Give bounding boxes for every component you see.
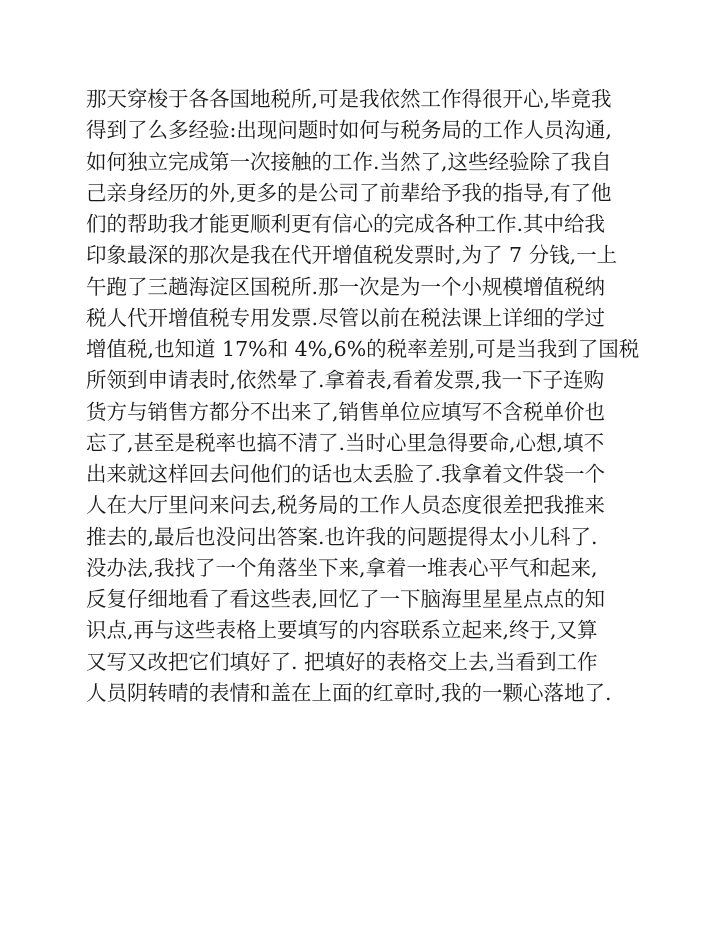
body-paragraph	[86, 84, 646, 709]
text-line: 识点,再与这些表格上要填写的内容联系立起来,终于,又算	[86, 618, 598, 643]
text-line: 人员阴转晴的表情和盖在上面的红章时,我的一颗心落地了.	[86, 680, 612, 705]
text-line: 税人代开增值税专用发票.尽管以前在税法课上详细的学过	[86, 305, 606, 330]
text-line: 印象最深的那次是我在代开增值税发票时,为了 7 分钱,一上	[86, 243, 618, 268]
text-line: 出来就这样回去问他们的话也太丢脸了.我拿着文件袋一个	[86, 462, 606, 486]
text-line: 忘了,甚至是税率也搞不清了.当时心里急得要命,心想,填不	[86, 430, 605, 455]
text-line: 推去的,最后也没问出答案.也许我的问题提得太小儿科了.	[86, 524, 598, 549]
text-line: 反复仔细地看了看这些表,回忆了一下脑海里星星点点的知	[86, 587, 606, 611]
text-line: 货方与销售方都分不出来了,销售单位应填写不含税单价也	[86, 399, 606, 424]
text-line: 午跑了三趟海淀区国税所.那一次是为一个小规模增值税纳	[86, 274, 606, 299]
text-line: 们的帮助我才能更顺利更有信心的完成各种工作.其中给我	[86, 212, 606, 236]
text-line: 那天穿梭于各各国地税所,可是我依然工作得很开心,毕竟我	[86, 87, 612, 111]
text-line: 所领到申请表时,依然晕了.拿着表,看着发票,我一下子连购	[86, 368, 605, 393]
text-line: 人在大厅里问来问去,税务局的工作人员态度很差把我推来	[86, 493, 606, 518]
text-line: 如何独立完成第一次接触的工作.当然了,这些经验除了我自	[86, 149, 612, 174]
text-line: 得到了么多经验:出现问题时如何与税务局的工作人员沟通,	[86, 118, 612, 143]
text-line: 己亲身经历的外,更多的是公司了前辈给予我的指导,有了他	[86, 180, 612, 205]
text-line: 增值税,也知道 17%和 4%,6%的税率差别,可是当我到了国税	[86, 337, 640, 361]
text-line: 又写又改把它们填好了. 把填好的表格交上去,当看到工作	[86, 649, 598, 674]
text-line: 没办法,我找了一个角落坐下来,拿着一堆表心平气和起来,	[86, 555, 598, 580]
